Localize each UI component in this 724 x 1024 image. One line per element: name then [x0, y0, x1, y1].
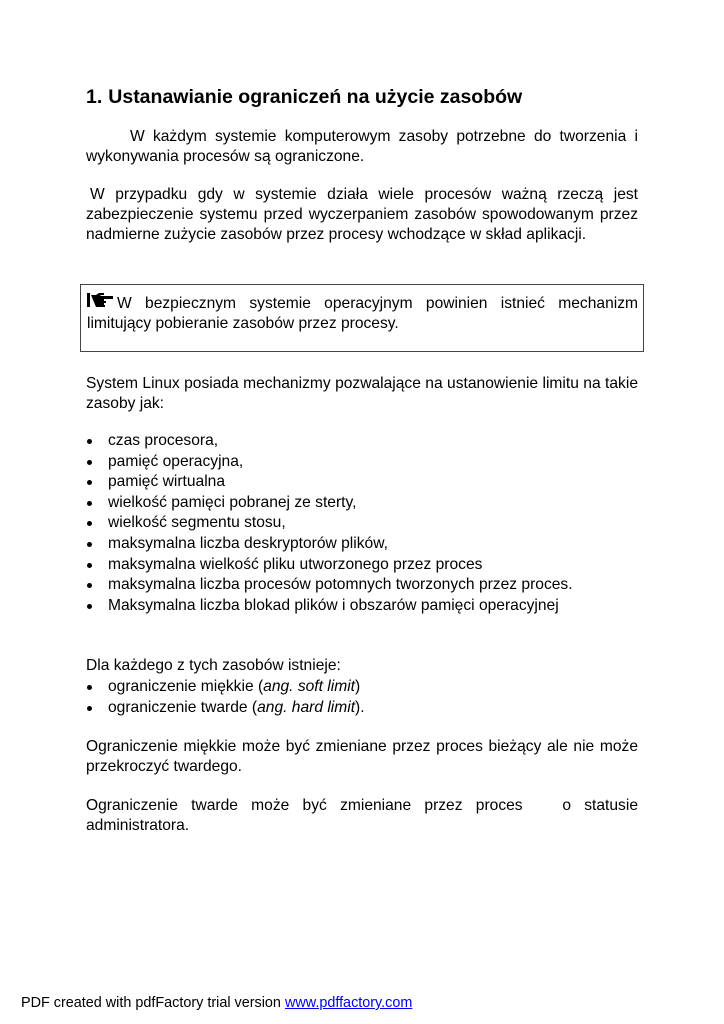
- resource-list: [86, 431, 646, 616]
- bullet-icon: [87, 521, 92, 526]
- paragraph-intro: W każdym systemie komputerowym zasoby potrzebne do tworzenia i wykonywania procesów są ograniczone.: [86, 128, 638, 165]
- soft-limit-suffix: ): [355, 678, 361, 695]
- list-item-soft-limit: [86, 677, 646, 698]
- section-heading: [86, 86, 646, 109]
- note-text: [87, 291, 638, 334]
- list-item: [86, 513, 646, 534]
- list-item-text: maksymalna liczba procesów potomnych tworzonych przez proces.: [108, 576, 573, 594]
- note-box: [80, 284, 644, 352]
- limit-list: [86, 677, 646, 718]
- paragraph-soft-limit: Ograniczenie miękkie może być zmieniane przez proces bieżący ale nie może przekroczyć twardego.: [86, 738, 638, 775]
- bullet-icon: [87, 706, 92, 711]
- bullet-icon: [87, 501, 92, 506]
- pdffactory-link[interactable]: www.pdffactory.com: [284, 995, 413, 1011]
- list-item-text: pamięć wirtualna: [108, 473, 226, 491]
- list-item: [86, 493, 646, 514]
- section-number: 1.: [86, 86, 103, 108]
- list-item-text: pamięć operacyjna,: [108, 452, 244, 470]
- bullet-icon: [87, 542, 92, 547]
- list-item-text: wielkość segmentu stosu,: [108, 514, 286, 532]
- paragraph-linux-mechanisms: System Linux posiada mechanizmy pozwalające na ustanowienie limitu na takie zasoby jak:: [86, 375, 638, 412]
- bullet-icon: [87, 460, 92, 465]
- list-item: [86, 596, 646, 617]
- hard-limit-term: ang. hard limit: [257, 698, 356, 716]
- pointing-hand-icon: [87, 291, 115, 309]
- soft-limit-prefix: ograniczenie miękkie (: [108, 678, 264, 695]
- list-item-text: wielkość pamięci pobranej ze sterty,: [108, 493, 357, 511]
- hard-limit-suffix: ).: [355, 698, 365, 716]
- list-item: [86, 534, 646, 555]
- paragraph-limits-intro: Dla każdego z tych zasobów istnieje:: [86, 657, 341, 674]
- list-item-text: maksymalna wielkość pliku utworzonego przez proces: [108, 555, 483, 573]
- paragraph-multiprocess: W przypadku gdy w systemie działa wiele procesów ważną rzeczą jest zabezpieczenie systemu przed wyczerpaniem zasobów spowodowanym przez nadmierne zużycie zasobów przez procesy wchodzące w skład aplikacji.: [86, 186, 638, 243]
- list-item: [86, 452, 646, 473]
- pdf-footer: [21, 995, 412, 1011]
- list-item: [86, 575, 646, 596]
- bullet-icon: [87, 563, 92, 568]
- list-item: [86, 555, 646, 576]
- bullet-icon: [87, 685, 92, 690]
- bullet-icon: [87, 604, 92, 609]
- bullet-icon: [87, 480, 92, 485]
- note-body: W bezpiecznym systemie operacyjnym powinien istnieć mechanizm limitujący pobieranie zasobów przez procesy.: [87, 295, 638, 332]
- hard-limit-prefix: ograniczenie twarde (: [108, 698, 258, 716]
- list-item-text: czas procesora,: [108, 432, 219, 449]
- list-item-text: maksymalna liczba deskryptorów plików,: [108, 534, 388, 552]
- list-item: [86, 472, 646, 493]
- footer-text: PDF created with pdfFactory trial version: [21, 995, 285, 1011]
- bullet-icon: [87, 439, 92, 444]
- section-title: Ustanawianie ograniczeń na użycie zasobów: [108, 86, 523, 108]
- paragraph-hard-limit: Ograniczenie twarde może być zmieniane przez proces o statusie administratora.: [86, 797, 643, 834]
- list-item-text: Maksymalna liczba blokad plików i obszarów pamięci operacyjnej: [108, 596, 559, 614]
- list-item: [86, 431, 646, 452]
- list-item-hard-limit: [86, 698, 646, 719]
- soft-limit-term: ang. soft limit: [263, 678, 356, 695]
- bullet-icon: [87, 583, 92, 588]
